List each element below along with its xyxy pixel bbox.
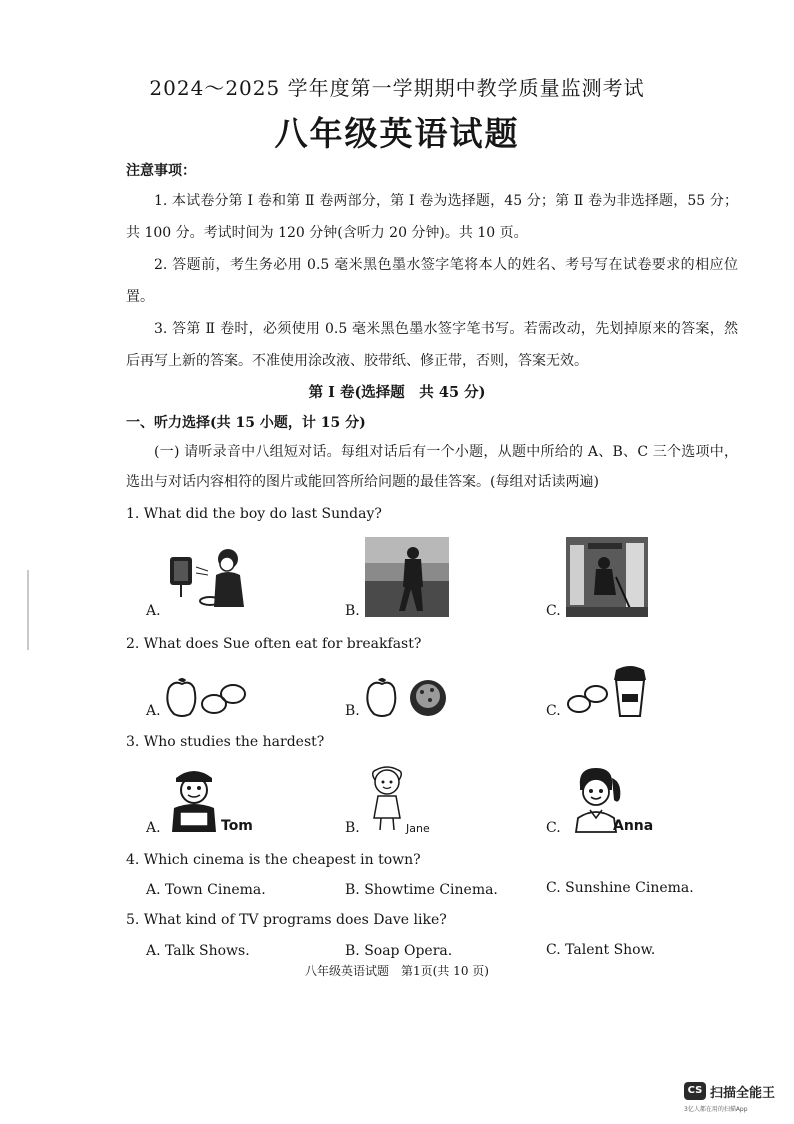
tom-reading-picture bbox=[168, 764, 220, 834]
section-heading: 第 Ⅰ 卷(选择题 共 45 分) bbox=[308, 384, 486, 401]
boy-watching-tv-picture bbox=[164, 545, 250, 611]
apple-and-bread-picture bbox=[364, 676, 452, 718]
q1-option-b-label: B. bbox=[345, 603, 360, 619]
q1-option-c-label: C. bbox=[546, 603, 561, 619]
camscanner-logo-icon: CS bbox=[684, 1082, 706, 1100]
q3-name-jane: Jane bbox=[406, 822, 430, 835]
q3-option-c-label: C. bbox=[546, 820, 561, 836]
q2-option-a-label: A. bbox=[146, 703, 161, 719]
notice-item-3: 3. 答第 Ⅱ 卷时，必须使用 0.5 毫米黑色墨水签字笔书写。若需改动，先划掉原来的答案，然后再写上新的答案。不准使用涂改液、胶带纸、修正带，否则，答案无效。 bbox=[126, 321, 738, 369]
eggs-and-milk-picture bbox=[566, 664, 654, 720]
scan-margin-line bbox=[27, 570, 29, 650]
boy-cleaning-photo bbox=[566, 537, 648, 617]
question-4: 4. Which cinema is the cheapest in town? bbox=[126, 852, 421, 868]
notice-item-1: 1. 本试卷分第 Ⅰ 卷和第 Ⅱ 卷两部分，第 Ⅰ 卷为选择题，45 分；第 Ⅱ 卷为非选择题，55 分；共 100 分。考试时间为 120 分钟(含听力 20 分钟)。共 10 页。 bbox=[126, 193, 738, 241]
question-3: 3. Who studies the hardest? bbox=[126, 734, 325, 750]
q5-option-a: A. Talk Shows. bbox=[146, 943, 250, 959]
exam-title: 2024～2025 学年度第一学期期中教学质量监测考试 bbox=[149, 76, 645, 100]
apple-and-eggs-picture bbox=[164, 676, 250, 718]
boy-at-beach-photo bbox=[365, 537, 449, 617]
q4-option-b: B. Showtime Cinema. bbox=[345, 882, 498, 898]
question-5: 5. What kind of TV programs does Dave like? bbox=[126, 912, 447, 928]
q3-name-anna: Anna bbox=[613, 818, 654, 834]
q2-option-c-label: C. bbox=[546, 703, 561, 719]
page-footer: 八年级英语试题 第1页(共 10 页) bbox=[305, 964, 489, 978]
part-heading: 一、听力选择(共 15 小题，计 15 分) bbox=[126, 415, 366, 431]
question-1: 1. What did the boy do last Sunday? bbox=[126, 506, 382, 522]
camscanner-slogan: 3亿人都在用的扫描App bbox=[684, 1106, 748, 1113]
q5-option-c: C. Talent Show. bbox=[546, 942, 656, 958]
notice-heading: 注意事项： bbox=[126, 163, 196, 179]
q3-name-tom: Tom bbox=[221, 818, 253, 834]
q5-option-b: B. Soap Opera. bbox=[345, 943, 453, 959]
q4-option-c: C. Sunshine Cinema. bbox=[546, 880, 694, 896]
q4-option-a: A. Town Cinema. bbox=[146, 882, 266, 898]
q2-option-b-label: B. bbox=[345, 703, 360, 719]
listening-instruction: (一) 请听录音中八组短对话。每组对话后有一个小题，从题中所给的 A、B、C 三个选项中，选出与对话内容相符的图片或能回答所给问题的最佳答案。(每组对话读两遍) bbox=[126, 444, 738, 490]
question-2: 2. What does Sue often eat for breakfast? bbox=[126, 636, 422, 652]
exam-subject-title: 八年级英语试题 bbox=[274, 114, 520, 153]
q3-option-b-label: B. bbox=[345, 820, 360, 836]
camscanner-name: 扫描全能王 bbox=[710, 1086, 776, 1101]
q3-option-a-label: A. bbox=[146, 820, 161, 836]
jane-girl-picture bbox=[366, 766, 408, 834]
notice-item-2: 2. 答题前，考生务必用 0.5 毫米黑色墨水签字笔将本人的姓名、考号写在试卷要求的相应位置。 bbox=[126, 257, 738, 305]
q1-option-a-label: A. bbox=[146, 603, 161, 619]
